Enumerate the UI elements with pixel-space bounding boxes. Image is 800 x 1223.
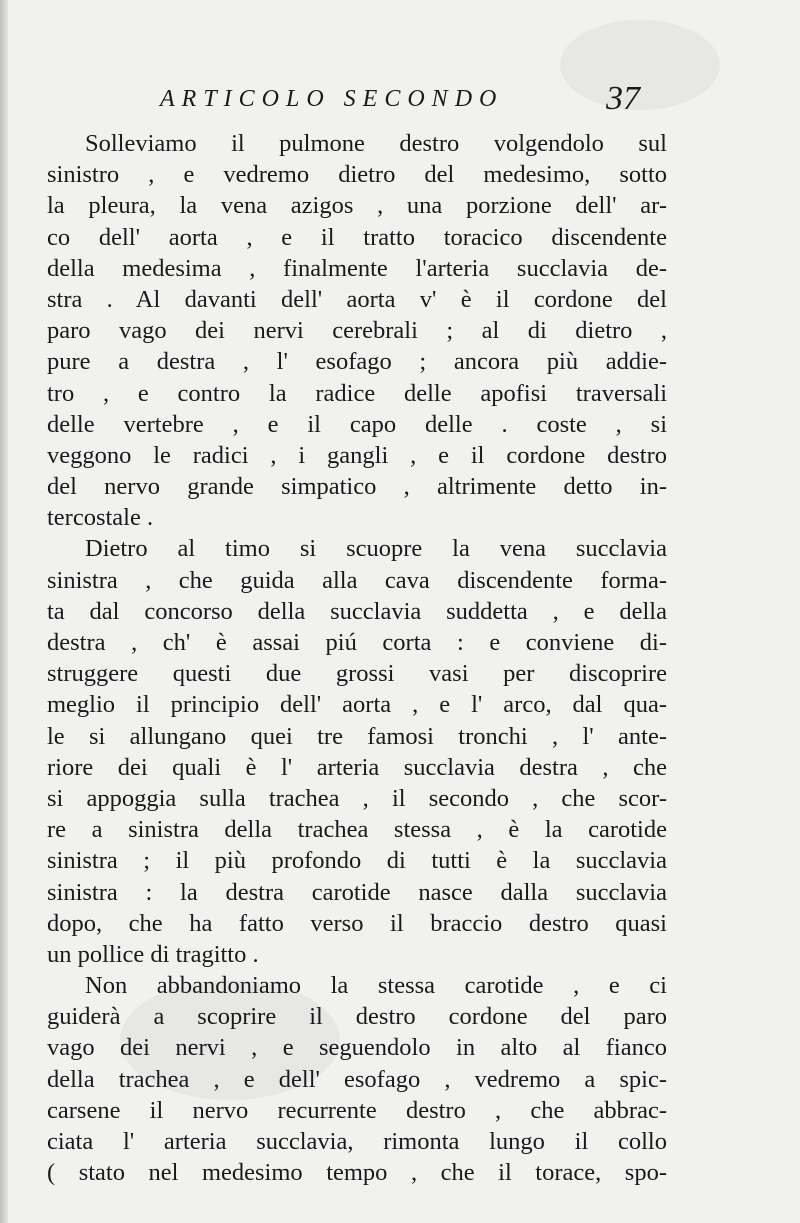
text-line: sinistra ; il più profondo di tutti è la succlavia <box>47 847 667 875</box>
text-line: meglio il principio dell' aorta , e l' arco, dal qua- <box>47 691 667 719</box>
text-line: dopo, che ha fatto verso il braccio destro quasi <box>47 909 667 937</box>
text-line: ciata l' arteria succlavia, rimonta lungo il collo <box>47 1128 667 1155</box>
text-line: sinistra , che guida alla cava discendente forma- <box>47 566 667 594</box>
text-line: Non abbandoniamo la stessa carotide , e ci <box>85 972 667 1000</box>
text-line: delle vertebre , e il capo delle . coste , si <box>47 410 667 438</box>
text-line: della medesima , finalmente l'arteria succlavia de- <box>47 254 667 282</box>
text-line: veggono le radici , i gangli , e il cordone destro <box>47 441 667 469</box>
page-edge-shadow <box>0 0 8 1223</box>
running-title: ARTICOLO SECONDO <box>160 86 504 112</box>
page-header <box>160 80 660 126</box>
text-line: della trachea , e dell' esofago , vedremo a spic- <box>47 1065 667 1093</box>
text-line: co dell' aorta , e il tratto toracico discendente <box>47 223 667 251</box>
text-line: Solleviamo il pulmone destro volgendolo sul <box>85 130 667 157</box>
paragraph-2 <box>47 533 667 970</box>
text-line: struggere questi due grossi vasi per discoprire <box>47 660 667 688</box>
text-line: del nervo grande simpatico , altrimente detto in- <box>47 473 667 501</box>
text-line: le si allungano quei tre famosi tronchi , l' ante- <box>47 722 667 750</box>
page-body <box>47 128 667 1188</box>
text-line: un pollice di tragitto . <box>47 940 259 968</box>
text-line: stra . Al davanti dell' aorta v' è il cordone del <box>47 285 667 313</box>
text-line: destra , ch' è assai piú corta : e conviene di- <box>47 629 667 656</box>
text-line: la pleura, la vena azigos , una porzione dell' ar- <box>47 192 667 220</box>
text-line: guiderà a scoprire il destro cordone del paro <box>47 1003 667 1031</box>
text-line: sinistra : la destra carotide nasce dalla succlavia <box>47 878 667 906</box>
text-line: riore dei quali è l' arteria succlavia destra , che <box>47 753 667 781</box>
text-line: tercostale . <box>47 504 154 532</box>
text-line: re a sinistra della trachea stessa , è la carotide <box>47 816 667 844</box>
text-line: ( stato nel medesimo tempo , che il torace, spo- <box>47 1159 667 1187</box>
text-line: ta dal concorso della succlavia suddetta , e della <box>47 597 667 625</box>
text-line: sinistro , e vedremo dietro del medesimo, sotto <box>47 161 667 189</box>
text-line: vago dei nervi , e seguendolo in alto al fianco <box>47 1034 667 1062</box>
paragraph-1 <box>47 128 667 533</box>
page-number: 37 <box>606 80 640 117</box>
text-line: pure a destra , l' esofago ; ancora più addie- <box>47 348 667 376</box>
text-line: tro , e contro la radice delle apofisi traversali <box>47 379 667 407</box>
text-line: Dietro al timo si scuopre la vena succlavia <box>85 535 667 563</box>
text-line: si appoggia sulla trachea , il secondo , che scor- <box>47 784 667 812</box>
paragraph-3 <box>47 970 667 1188</box>
text-line: paro vago dei nervi cerebrali ; al di dietro , <box>47 317 667 345</box>
text-line: carsene il nervo recurrente destro , che abbrac- <box>47 1096 667 1124</box>
